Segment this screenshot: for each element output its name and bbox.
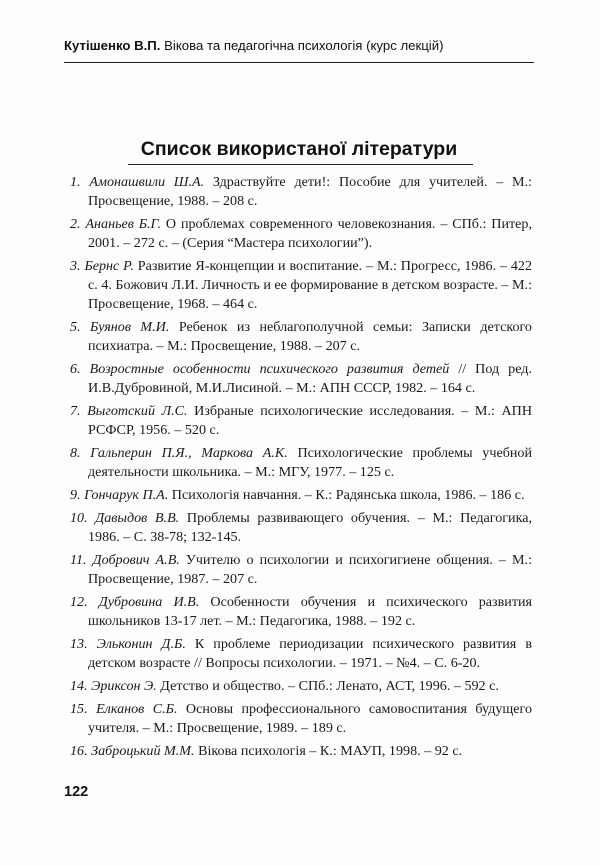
reference-number: 8. xyxy=(70,444,81,461)
reference-item xyxy=(70,215,532,253)
reference-text: Детство и общество. – СПб.: Ленато, АСТ, 1996. – 592 с. xyxy=(156,678,499,694)
reference-text: Основы профессионального самовоспитания будущего учителя. – М.: Просвещение, 1989. – 189 с. xyxy=(88,701,533,736)
reference-number: 14. xyxy=(70,678,88,694)
reference-item xyxy=(70,593,532,631)
reference-item xyxy=(70,509,532,547)
reference-author: Бернс Р. xyxy=(84,258,134,274)
reference-number: 11. xyxy=(70,552,87,568)
reference-author: Заброцький М.М. xyxy=(91,743,195,760)
reference-text: Здраствуйте дети!: Пособие для учителей. – М.: Просвещение, 1988. – 208 с. xyxy=(88,174,532,209)
reference-item xyxy=(70,700,532,738)
reference-number: 7. xyxy=(70,402,81,419)
reference-number: 16. xyxy=(70,743,88,760)
running-header xyxy=(64,38,534,53)
reference-number: 3. xyxy=(70,258,81,274)
reference-text: Развитие Я-концепции и воспитание. – М.: Прогресс, 1986. – 422 с. 4. Божович Л.И. Личность и ее формирование в детском возрасте. – М.: Просвещение, 1968. – 464 с. xyxy=(88,258,533,312)
reference-item xyxy=(70,257,532,314)
reference-text: Вікова психологія – К.: МАУП, 1998. – 92 с. xyxy=(194,743,463,760)
title-underline xyxy=(128,164,473,165)
reference-item xyxy=(70,742,532,761)
section-title: Список використаної літератури xyxy=(140,138,458,160)
reference-author: Буянов М.И. xyxy=(90,318,170,335)
reference-item xyxy=(70,551,532,589)
reference-text: Ребенок из неблагополучной семьи: Записки детского психиатра. – М.: Просвещение, 1988. – 207 с. xyxy=(88,318,532,354)
reference-author: Амонашвили Ш.А. xyxy=(89,174,205,190)
reference-text: К проблеме периодизации психического развития в детском возрасте // Вопросы психологии. – 1971. – №4. – С. 6-20. xyxy=(88,636,532,671)
reference-number: 13. xyxy=(70,636,88,652)
reference-number: 12. xyxy=(70,594,88,610)
reference-author: Дубровина И.В. xyxy=(98,594,200,610)
reference-text: Учителю о психологии и психогигиене общения. – М.: Просвещение, 1987. – 207 с. xyxy=(88,552,532,587)
reference-author: Эриксон Э. xyxy=(91,678,157,694)
header-author: Кутішенко В.П. xyxy=(64,38,161,53)
reference-item xyxy=(70,444,532,482)
reference-text: Психологические проблемы учебной деятельности школьника. – М.: МГУ, 1977. – 125 с. xyxy=(88,444,532,480)
reference-text: Психологія навчання. – К.: Радянська школа, 1986. – 186 с. xyxy=(168,486,525,503)
reference-author: Ананьев Б.Г. xyxy=(85,216,162,232)
reference-author: Елканов С.Б. xyxy=(96,701,178,718)
reference-author: Гончарук П.А. xyxy=(84,486,169,503)
reference-number: 10. xyxy=(70,510,88,526)
reference-author: Добрович А.В. xyxy=(92,552,180,568)
reference-text: // Под ред. И.В.Дубровиной, М.И.Лисиной. – М.: АПН СССР, 1982. – 164 с. xyxy=(88,360,532,396)
reference-item xyxy=(70,677,532,696)
reference-item xyxy=(70,173,532,211)
reference-item xyxy=(70,360,532,398)
reference-author: Выготский Л.С. xyxy=(87,402,188,419)
reference-number: 2. xyxy=(70,216,81,232)
reference-text: Проблемы развивающего обучения. – М.: Педагогика, 1986. – С. 38-78; 132-145. xyxy=(88,510,532,545)
header-divider xyxy=(64,62,534,63)
reference-number: 1. xyxy=(70,174,81,190)
reference-number: 5. xyxy=(70,318,81,335)
reference-author: Возростные особенности психического развития детей xyxy=(89,360,450,377)
reference-item xyxy=(70,486,532,505)
reference-number: 15. xyxy=(70,701,88,718)
page-number: 122 xyxy=(64,784,89,800)
reference-item xyxy=(70,635,532,673)
reference-text: Избраные психологические исследования. – М.: АПН РСФСР, 1956. – 520 с. xyxy=(88,402,533,438)
reference-item xyxy=(70,402,532,440)
reference-author: Эльконин Д.Б. xyxy=(96,636,186,652)
header-book-title: Вікова та педагогічна психологія (курс лекцій) xyxy=(164,38,444,53)
reference-number: 6. xyxy=(70,360,81,377)
reference-text: Особенности обучения и психического развития школьников 13-17 лет. – М.: Педагогика, 1988. – 192 с. xyxy=(88,594,533,629)
reference-author: Давыдов В.В. xyxy=(95,510,180,526)
reference-number: 9. xyxy=(70,486,81,503)
reference-text: О проблемах современного человекознания. – СПб.: Питер, 2001. – 272 с. – (Серия “Мастера психологии”). xyxy=(88,216,532,251)
reference-list xyxy=(70,173,532,765)
reference-item xyxy=(70,318,532,356)
reference-author: Гальперин П.Я., Маркова А.К. xyxy=(90,444,288,461)
